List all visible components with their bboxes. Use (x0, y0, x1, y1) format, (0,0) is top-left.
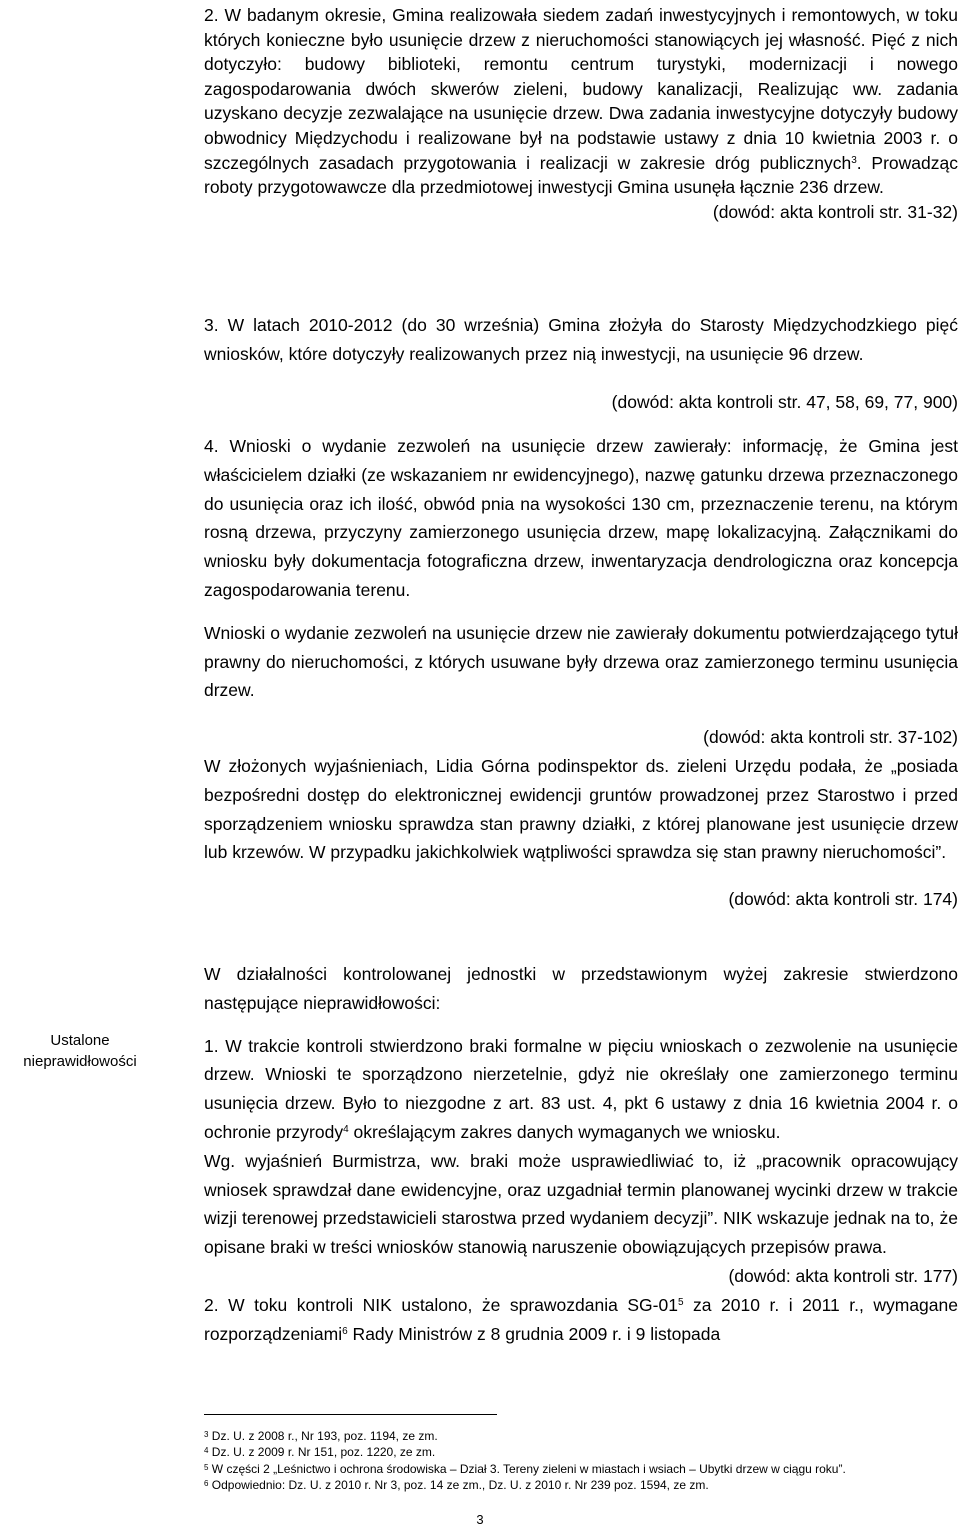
footnote-ref: 6 (342, 1325, 348, 1337)
paragraph-investments (204, 3, 958, 200)
paragraph-intro: W działalności kontrolowanej jednostki w przedstawionym wyżej zakresie stwierdzono następujące nieprawidłowości: (204, 964, 958, 1013)
footnote-text: Dz. U. z 2009 r. Nr 151, poz. 1220, ze zm. (208, 1445, 436, 1460)
evidence-note: (dowód: akta kontroli str. 37-102) (703, 727, 958, 748)
finding-text: za 2010 r. i 2011 r., wymagane rozporządzeniami (204, 1294, 958, 1344)
section-applications (204, 311, 958, 417)
evidence-note: (dowód: akta kontroli str. 47, 58, 69, 77, 900) (611, 392, 958, 413)
paragraph-contents: 4. Wnioski o wydanie zezwoleń na usunięcie drzew zawierały: informację, że Gmina jest właścicielem działki (ze wskazaniem nr ewidencyjnego), nazwę gatunku drzewa przeznaczonego do usunięcia oraz ich ilość, obwód pnia na wysokości 130 cm, przeznaczenie terenu, na którym rosną drzewa, przyczyny zamierzonego usunięcia drzew, mapę lokalizacyjną. Załącznikami do wniosku były dokumentacja fotograficzna drzew, inwentaryzacja dendrologiczna oraz koncepcja zagospodarowania terenu. (204, 436, 958, 600)
evidence-note: (dowód: akta kontroli str. 174) (728, 889, 958, 910)
paragraph-applications: 3. W latach 2010-2012 (do 30 września) Gmina złożyła do Starosty Międzychodzkiego pięć wniosków, które dotyczyły realizowanych przez nią inwestycji, na usunięcie 96 drzew. (204, 315, 958, 364)
footnote-separator (204, 1414, 497, 1415)
footnote-number: 3 (204, 1430, 209, 1439)
footnote-ref: 4 (343, 1123, 349, 1135)
finding-1 (204, 1032, 958, 1147)
finding-text: określającym zakres danych wymaganych we wniosku. (348, 1121, 781, 1142)
evidence-note: (dowód: akta kontroli str. 31-32) (712, 201, 958, 222)
footnote-ref: 5 (677, 1296, 684, 1308)
paragraph-explanation: W złożonych wyjaśnieniach, Lidia Górna podinspektor ds. zieleni Urzędu podała, że „posiada bezpośredni dostęp do elektronicznej ewidencji gruntów prowadzonej przez Starostwo i przed sporządzeniem wniosku sprawdza stan prawny działki, z której planowane jest usunięcie drzew lub krzewów. W przypadku jakichkolwiek wątpliwości sprawdza się stan prawny nieruchomości”. (204, 755, 958, 863)
footnote-6 (204, 1477, 958, 1493)
footnote-text: Dz. U. z 2008 r., Nr 193, poz. 1194, ze zm. (208, 1429, 438, 1443)
footnote-4 (204, 1444, 958, 1460)
finding-text: 2. W toku kontroli NIK ustalono, że sprawozdania SG-01 (204, 1294, 678, 1315)
footnote-text: W części 2 „Leśnictwo i ochrona środowiska – Dział 3. Tereny zieleni w miastach i wsiach – Ubytki drzew w ciągu roku”. (208, 1461, 846, 1476)
section-investments (204, 3, 958, 224)
footnote-ref: 3 (851, 154, 857, 166)
footnote-number: 6 (204, 1478, 209, 1488)
finding-text: 1. W trakcie kontroli stwierdzono braki formalne w pięciu wnioskach o zezwolenie na usunięcie drzew. Wnioski te sporządzono nierzetelnie, gdyż nie określały one zamierzonego terminu usunięcia drzew. Było to niezgodne z art. 83 ust. 4, pkt 6 ustawy z dnia 16 kwietnia 2004 r. o ochronie przyrody (204, 1035, 958, 1142)
footnote-text: Odpowiednio: Dz. U. z 2010 r. Nr 3, poz. 14 ze zm., Dz. U. z 2010 r. Nr 239 poz. 1594, ze zm. (208, 1477, 709, 1492)
section-application-contents (204, 432, 958, 914)
finding-2 (204, 1291, 958, 1349)
footnote-number: 5 (204, 1462, 209, 1472)
sidebar-label-line1: Ustalone (50, 1032, 110, 1049)
footnotes (204, 1428, 958, 1493)
sidebar-label-line2: nieprawidłowości (23, 1053, 137, 1070)
section-irregularities (204, 960, 958, 1348)
footnote-3 (204, 1428, 958, 1444)
paragraph-text: . Prowadząc roboty przygotowawcze dla przedmiotowej inwestycji Gmina usunęła łącznie 236 drzew. (204, 152, 959, 198)
sidebar-heading (0, 1030, 160, 1072)
paragraph-missing-docs: Wnioski o wydanie zezwoleń na usunięcie drzew nie zawierały dokumentu potwierdzającego tytuł prawny do nieruchomości, z których usuwane były drzewa oraz zamierzonego terminu usunięcia drzew. (204, 622, 958, 701)
evidence-note: (dowód: akta kontroli str. 177) (728, 1265, 958, 1286)
footnote-5 (204, 1461, 958, 1477)
footnote-number: 4 (204, 1446, 209, 1456)
mayor-explanation: Wg. wyjaśnień Burmistrza, ww. braki może usprawiedliwiać to, iż „pracownik opracowujący wniosek sprawdzał dane ewidencyjne, oraz uzgadniał termin planowanej wycinki drzew w trakcie wizji terenowej przedstawicieli starostwa przed wydaniem decyzji”. NIK wskazuje jednak na to, że opisane braki w treści wniosków stanowią naruszenie obowiązujących przepisów prawa. (204, 1150, 958, 1258)
paragraph-text: 2. W badanym okresie, Gmina realizowała siedem zadań inwestycyjnych i remontowych, w toku których konieczne było usunięcie drzew z nieruchomości stanowiących jej własność. Pięć z nich dotyczyło: budowy biblioteki, remontu centrum turystyki, modernizacji i nowego zagospodarowania dwóch skwerów zieleni, budowy kanalizacji, Realizując ww. zadania uzyskano decyzje zezwalające na usunięcie drzew. Dwa zadania inwestycyjne dotyczyły budowy obwodnicy Międzychodu i realizowane był na podstawie ustawy z dnia 10 kwietnia 2003 r. o szczególnych zasadach przygotowania i realizacji w zakresie dróg publicznych (204, 5, 958, 173)
finding-text: Rady Ministrów z 8 grudnia 2009 r. i 9 listopada (347, 1323, 721, 1344)
page-number: 3 (476, 1512, 484, 1527)
